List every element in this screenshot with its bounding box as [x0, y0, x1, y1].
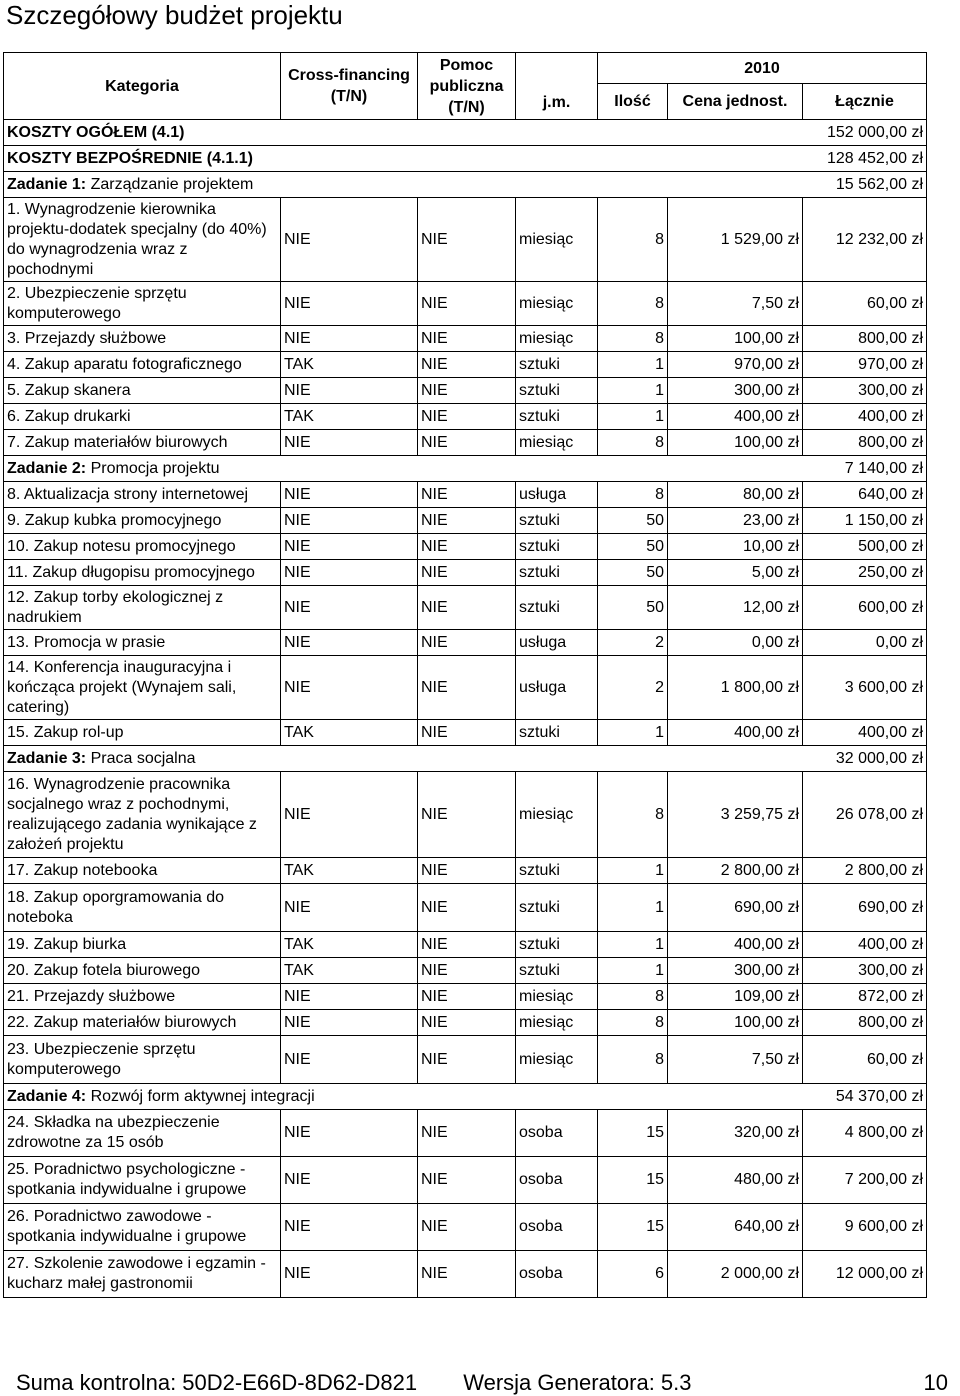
- item-cross-financing: TAK: [281, 958, 418, 984]
- budget-item-row: [4, 984, 927, 1010]
- item-label: 17. Zakup notebooka: [4, 858, 281, 884]
- item-quantity: 15: [598, 1157, 668, 1204]
- item-label: 7. Zakup materiałów biurowych: [4, 430, 281, 456]
- item-quantity: 1: [598, 378, 668, 404]
- item-unit-price: 1 529,00 zł: [668, 198, 803, 282]
- item-unit: sztuki: [516, 586, 598, 630]
- item-unit: osoba: [516, 1204, 598, 1251]
- item-unit: miesiąc: [516, 984, 598, 1010]
- item-total: 7 200,00 zł: [803, 1157, 927, 1204]
- item-unit-price: 5,00 zł: [668, 560, 803, 586]
- checksum-text: Suma kontrolna: 50D2-E66D-8D62-D821: [16, 1370, 418, 1395]
- budget-item-row: [4, 586, 927, 630]
- item-unit-price: 480,00 zł: [668, 1157, 803, 1204]
- item-pomoc-publiczna: NIE: [418, 984, 516, 1010]
- item-cross-financing: NIE: [281, 1110, 418, 1157]
- item-pomoc-publiczna: NIE: [418, 282, 516, 326]
- item-total: 690,00 zł: [803, 884, 927, 932]
- section-label: [4, 172, 803, 198]
- budget-item-row: [4, 720, 927, 746]
- item-total: 300,00 zł: [803, 378, 927, 404]
- item-pomoc-publiczna: NIE: [418, 1157, 516, 1204]
- item-cross-financing: NIE: [281, 656, 418, 720]
- item-unit-price: 0,00 zł: [668, 630, 803, 656]
- budget-item-row: [4, 534, 927, 560]
- item-unit-price: 7,50 zł: [668, 282, 803, 326]
- budget-item-row: [4, 1036, 927, 1084]
- budget-item-row: [4, 1110, 927, 1157]
- budget-item-row: [4, 352, 927, 378]
- item-pomoc-publiczna: NIE: [418, 560, 516, 586]
- section-label: [4, 146, 803, 172]
- item-unit-price: 400,00 zł: [668, 932, 803, 958]
- budget-item-row: [4, 958, 927, 984]
- task-number: Zadanie 2:: [7, 459, 87, 477]
- item-pomoc-publiczna: NIE: [418, 720, 516, 746]
- item-unit: usługa: [516, 656, 598, 720]
- item-quantity: 8: [598, 482, 668, 508]
- item-unit: miesiąc: [516, 430, 598, 456]
- item-unit: sztuki: [516, 352, 598, 378]
- section-label-text: KOSZTY BEZPOŚREDNIE (4.1.1): [7, 149, 253, 167]
- item-pomoc-publiczna: NIE: [418, 534, 516, 560]
- item-total: 4 800,00 zł: [803, 1110, 927, 1157]
- section-row: [4, 120, 927, 146]
- header-cena: Cena jednost.: [668, 84, 803, 120]
- page-title: Szczegółowy budżet projektu: [6, 0, 343, 30]
- item-unit: sztuki: [516, 508, 598, 534]
- item-label: 4. Zakup aparatu fotograficznego: [4, 352, 281, 378]
- section-label: [4, 456, 803, 482]
- budget-item-row: [4, 560, 927, 586]
- item-cross-financing: TAK: [281, 858, 418, 884]
- task-row: [4, 456, 927, 482]
- budget-item-row: [4, 482, 927, 508]
- item-quantity: 50: [598, 508, 668, 534]
- budget-item-row: [4, 858, 927, 884]
- item-label: 24. Składka na ubezpieczenie zdrowotne za 15 osób: [4, 1110, 281, 1157]
- item-pomoc-publiczna: NIE: [418, 508, 516, 534]
- item-pomoc-publiczna: NIE: [418, 404, 516, 430]
- item-quantity: 1: [598, 352, 668, 378]
- task-row: [4, 172, 927, 198]
- task-number: Zadanie 1:: [7, 175, 87, 193]
- item-unit: sztuki: [516, 958, 598, 984]
- item-quantity: 8: [598, 430, 668, 456]
- item-quantity: 50: [598, 586, 668, 630]
- section-row: [4, 146, 927, 172]
- item-unit-price: 2 800,00 zł: [668, 858, 803, 884]
- header-pomoc-publiczna: Pomoc publiczna (T/N): [418, 53, 516, 120]
- item-cross-financing: NIE: [281, 534, 418, 560]
- item-cross-financing: NIE: [281, 984, 418, 1010]
- item-unit-price: 320,00 zł: [668, 1110, 803, 1157]
- budget-item-row: [4, 430, 927, 456]
- section-label-text: KOSZTY OGÓŁEM (4.1): [7, 123, 185, 141]
- item-quantity: 8: [598, 282, 668, 326]
- item-label: 13. Promocja w prasie: [4, 630, 281, 656]
- budget-item-row: [4, 1204, 927, 1251]
- item-total: 800,00 zł: [803, 326, 927, 352]
- item-unit-price: 300,00 zł: [668, 958, 803, 984]
- item-cross-financing: NIE: [281, 1204, 418, 1251]
- item-cross-financing: NIE: [281, 198, 418, 282]
- budget-item-row: [4, 282, 927, 326]
- item-total: 12 232,00 zł: [803, 198, 927, 282]
- item-unit-price: 400,00 zł: [668, 404, 803, 430]
- item-quantity: 1: [598, 932, 668, 958]
- section-total: 152 000,00 zł: [803, 120, 927, 146]
- item-unit: miesiąc: [516, 1036, 598, 1084]
- item-unit: sztuki: [516, 884, 598, 932]
- item-label: 25. Poradnictwo psychologiczne - spotkania indywidualne i grupowe: [4, 1157, 281, 1204]
- item-quantity: 1: [598, 884, 668, 932]
- task-name: Zarządzanie projektem: [86, 175, 254, 193]
- footer: [16, 1370, 732, 1396]
- budget-item-row: [4, 630, 927, 656]
- item-unit: miesiąc: [516, 772, 598, 858]
- item-quantity: 8: [598, 772, 668, 858]
- budget-item-row: [4, 932, 927, 958]
- task-row: [4, 746, 927, 772]
- item-cross-financing: NIE: [281, 586, 418, 630]
- item-unit-price: 23,00 zł: [668, 508, 803, 534]
- item-unit-price: 10,00 zł: [668, 534, 803, 560]
- item-cross-financing: TAK: [281, 352, 418, 378]
- item-total: 500,00 zł: [803, 534, 927, 560]
- item-total: 1 150,00 zł: [803, 508, 927, 534]
- item-total: 3 600,00 zł: [803, 656, 927, 720]
- item-label: 5. Zakup skanera: [4, 378, 281, 404]
- item-unit: sztuki: [516, 858, 598, 884]
- item-label: 8. Aktualizacja strony internetowej: [4, 482, 281, 508]
- item-unit: sztuki: [516, 560, 598, 586]
- item-label: 9. Zakup kubka promocyjnego: [4, 508, 281, 534]
- item-quantity: 8: [598, 1036, 668, 1084]
- item-total: 0,00 zł: [803, 630, 927, 656]
- item-cross-financing: TAK: [281, 932, 418, 958]
- item-unit: usługa: [516, 482, 598, 508]
- item-cross-financing: NIE: [281, 560, 418, 586]
- budget-item-row: [4, 772, 927, 858]
- item-cross-financing: NIE: [281, 1157, 418, 1204]
- section-total: 7 140,00 zł: [803, 456, 927, 482]
- item-cross-financing: NIE: [281, 1251, 418, 1298]
- item-cross-financing: NIE: [281, 378, 418, 404]
- item-quantity: 2: [598, 630, 668, 656]
- item-unit-price: 300,00 zł: [668, 378, 803, 404]
- item-unit: osoba: [516, 1251, 598, 1298]
- item-unit-price: 3 259,75 zł: [668, 772, 803, 858]
- item-label: 18. Zakup oporgramowania do noteboka: [4, 884, 281, 932]
- item-label: 14. Konferencja inauguracyjna i kończąca projekt (Wynajem sali, catering): [4, 656, 281, 720]
- section-label: [4, 1084, 803, 1110]
- budget-table-body: [4, 120, 927, 1298]
- item-quantity: 2: [598, 656, 668, 720]
- generator-version: Wersja Generatora: 5.3: [463, 1370, 692, 1395]
- item-pomoc-publiczna: NIE: [418, 198, 516, 282]
- budget-item-row: [4, 1010, 927, 1036]
- item-quantity: 8: [598, 1010, 668, 1036]
- item-unit-price: 2 000,00 zł: [668, 1251, 803, 1298]
- header-kategoria: Kategoria: [4, 53, 281, 120]
- item-cross-financing: NIE: [281, 1010, 418, 1036]
- item-total: 600,00 zł: [803, 586, 927, 630]
- item-unit: miesiąc: [516, 282, 598, 326]
- item-quantity: 1: [598, 958, 668, 984]
- budget-item-row: [4, 656, 927, 720]
- item-cross-financing: NIE: [281, 630, 418, 656]
- item-pomoc-publiczna: NIE: [418, 656, 516, 720]
- item-pomoc-publiczna: NIE: [418, 352, 516, 378]
- item-cross-financing: NIE: [281, 326, 418, 352]
- item-cross-financing: NIE: [281, 1036, 418, 1084]
- item-pomoc-publiczna: NIE: [418, 1036, 516, 1084]
- item-label: 2. Ubezpieczenie sprzętu komputerowego: [4, 282, 281, 326]
- item-cross-financing: NIE: [281, 772, 418, 858]
- section-label: [4, 746, 803, 772]
- item-cross-financing: NIE: [281, 282, 418, 326]
- item-quantity: 8: [598, 198, 668, 282]
- item-pomoc-publiczna: NIE: [418, 630, 516, 656]
- item-total: 872,00 zł: [803, 984, 927, 1010]
- item-quantity: 50: [598, 534, 668, 560]
- item-pomoc-publiczna: NIE: [418, 772, 516, 858]
- item-label: 26. Poradnictwo zawodowe - spotkania indywidualne i grupowe: [4, 1204, 281, 1251]
- item-quantity: 8: [598, 984, 668, 1010]
- item-label: 27. Szkolenie zawodowe i egzamin - kucharz małej gastronomii: [4, 1251, 281, 1298]
- item-unit-price: 400,00 zł: [668, 720, 803, 746]
- item-unit-price: 80,00 zł: [668, 482, 803, 508]
- item-total: 400,00 zł: [803, 932, 927, 958]
- section-total: 128 452,00 zł: [803, 146, 927, 172]
- item-pomoc-publiczna: NIE: [418, 378, 516, 404]
- budget-item-row: [4, 378, 927, 404]
- item-total: 9 600,00 zł: [803, 1204, 927, 1251]
- section-label: [4, 120, 803, 146]
- item-unit-price: 690,00 zł: [668, 884, 803, 932]
- page-number: 10: [923, 1370, 948, 1395]
- section-total: 54 370,00 zł: [803, 1084, 927, 1110]
- item-unit-price: 1 800,00 zł: [668, 656, 803, 720]
- item-unit: sztuki: [516, 932, 598, 958]
- item-label: 16. Wynagrodzenie pracownika socjalnego wraz z pochodnymi, realizującego zadania wynikające z założeń projektu: [4, 772, 281, 858]
- item-label: 11. Zakup długopisu promocyjnego: [4, 560, 281, 586]
- item-cross-financing: NIE: [281, 482, 418, 508]
- item-unit-price: 12,00 zł: [668, 586, 803, 630]
- item-total: 26 078,00 zł: [803, 772, 927, 858]
- item-unit-price: 109,00 zł: [668, 984, 803, 1010]
- section-total: 32 000,00 zł: [803, 746, 927, 772]
- item-pomoc-publiczna: NIE: [418, 884, 516, 932]
- header-year: 2010: [598, 53, 927, 84]
- task-row: [4, 1084, 927, 1110]
- task-number: Zadanie 3:: [7, 749, 87, 767]
- budget-item-row: [4, 198, 927, 282]
- item-pomoc-publiczna: NIE: [418, 430, 516, 456]
- item-unit-price: 7,50 zł: [668, 1036, 803, 1084]
- budget-item-row: [4, 1251, 927, 1298]
- item-quantity: 6: [598, 1251, 668, 1298]
- budget-item-row: [4, 1157, 927, 1204]
- item-total: 800,00 zł: [803, 1010, 927, 1036]
- item-unit: sztuki: [516, 720, 598, 746]
- item-unit-price: 100,00 zł: [668, 1010, 803, 1036]
- item-pomoc-publiczna: NIE: [418, 326, 516, 352]
- item-quantity: 15: [598, 1204, 668, 1251]
- item-pomoc-publiczna: NIE: [418, 482, 516, 508]
- item-pomoc-publiczna: NIE: [418, 586, 516, 630]
- task-number: Zadanie 4:: [7, 1087, 87, 1105]
- item-cross-financing: NIE: [281, 508, 418, 534]
- header-lacznie: Łącznie: [803, 84, 927, 120]
- item-total: 250,00 zł: [803, 560, 927, 586]
- item-unit: sztuki: [516, 378, 598, 404]
- item-unit: sztuki: [516, 534, 598, 560]
- item-quantity: 1: [598, 858, 668, 884]
- item-total: 970,00 zł: [803, 352, 927, 378]
- item-unit: miesiąc: [516, 326, 598, 352]
- item-pomoc-publiczna: NIE: [418, 932, 516, 958]
- item-cross-financing: NIE: [281, 430, 418, 456]
- budget-item-row: [4, 884, 927, 932]
- header-cross-financing: Cross-financing (T/N): [281, 53, 418, 120]
- item-label: 1. Wynagrodzenie kierownika projektu-dodatek specjalny (do 40%) do wynagrodzenia wraz z pochodnymi: [4, 198, 281, 282]
- item-total: 400,00 zł: [803, 720, 927, 746]
- item-label: 21. Przejazdy służbowe: [4, 984, 281, 1010]
- item-label: 23. Ubezpieczenie sprzętu komputerowego: [4, 1036, 281, 1084]
- item-total: 2 800,00 zł: [803, 858, 927, 884]
- item-total: 640,00 zł: [803, 482, 927, 508]
- item-total: 800,00 zł: [803, 430, 927, 456]
- item-cross-financing: NIE: [281, 884, 418, 932]
- item-unit-price: 970,00 zł: [668, 352, 803, 378]
- item-unit-price: 640,00 zł: [668, 1204, 803, 1251]
- header-ilosc: Ilość: [598, 84, 668, 120]
- item-label: 12. Zakup torby ekologicznej z nadrukiem: [4, 586, 281, 630]
- item-unit: miesiąc: [516, 198, 598, 282]
- item-total: 300,00 zł: [803, 958, 927, 984]
- header-jm: j.m.: [516, 53, 598, 120]
- item-unit-price: 100,00 zł: [668, 430, 803, 456]
- task-name: Rozwój form aktywnej integracji: [86, 1087, 315, 1105]
- item-quantity: 15: [598, 1110, 668, 1157]
- item-unit: osoba: [516, 1157, 598, 1204]
- task-name: Praca socjalna: [86, 749, 196, 767]
- item-unit: miesiąc: [516, 1010, 598, 1036]
- item-pomoc-publiczna: NIE: [418, 1251, 516, 1298]
- item-quantity: 8: [598, 326, 668, 352]
- item-pomoc-publiczna: NIE: [418, 1204, 516, 1251]
- item-label: 3. Przejazdy służbowe: [4, 326, 281, 352]
- item-unit-price: 100,00 zł: [668, 326, 803, 352]
- item-unit: usługa: [516, 630, 598, 656]
- item-label: 15. Zakup rol-up: [4, 720, 281, 746]
- item-cross-financing: TAK: [281, 404, 418, 430]
- item-quantity: 50: [598, 560, 668, 586]
- task-name: Promocja projektu: [86, 459, 220, 477]
- item-pomoc-publiczna: NIE: [418, 858, 516, 884]
- item-quantity: 1: [598, 404, 668, 430]
- item-unit: sztuki: [516, 404, 598, 430]
- budget-item-row: [4, 326, 927, 352]
- item-pomoc-publiczna: NIE: [418, 1110, 516, 1157]
- budget-item-row: [4, 508, 927, 534]
- item-label: 22. Zakup materiałów biurowych: [4, 1010, 281, 1036]
- budget-item-row: [4, 404, 927, 430]
- item-label: 10. Zakup notesu promocyjnego: [4, 534, 281, 560]
- item-label: 6. Zakup drukarki: [4, 404, 281, 430]
- item-cross-financing: TAK: [281, 720, 418, 746]
- item-label: 19. Zakup biurka: [4, 932, 281, 958]
- item-pomoc-publiczna: NIE: [418, 1010, 516, 1036]
- item-label: 20. Zakup fotela biurowego: [4, 958, 281, 984]
- item-pomoc-publiczna: NIE: [418, 958, 516, 984]
- budget-table: [3, 52, 927, 1298]
- item-total: 60,00 zł: [803, 282, 927, 326]
- item-total: 60,00 zł: [803, 1036, 927, 1084]
- section-total: 15 562,00 zł: [803, 172, 927, 198]
- item-quantity: 1: [598, 720, 668, 746]
- item-unit: osoba: [516, 1110, 598, 1157]
- item-total: 12 000,00 zł: [803, 1251, 927, 1298]
- item-total: 400,00 zł: [803, 404, 927, 430]
